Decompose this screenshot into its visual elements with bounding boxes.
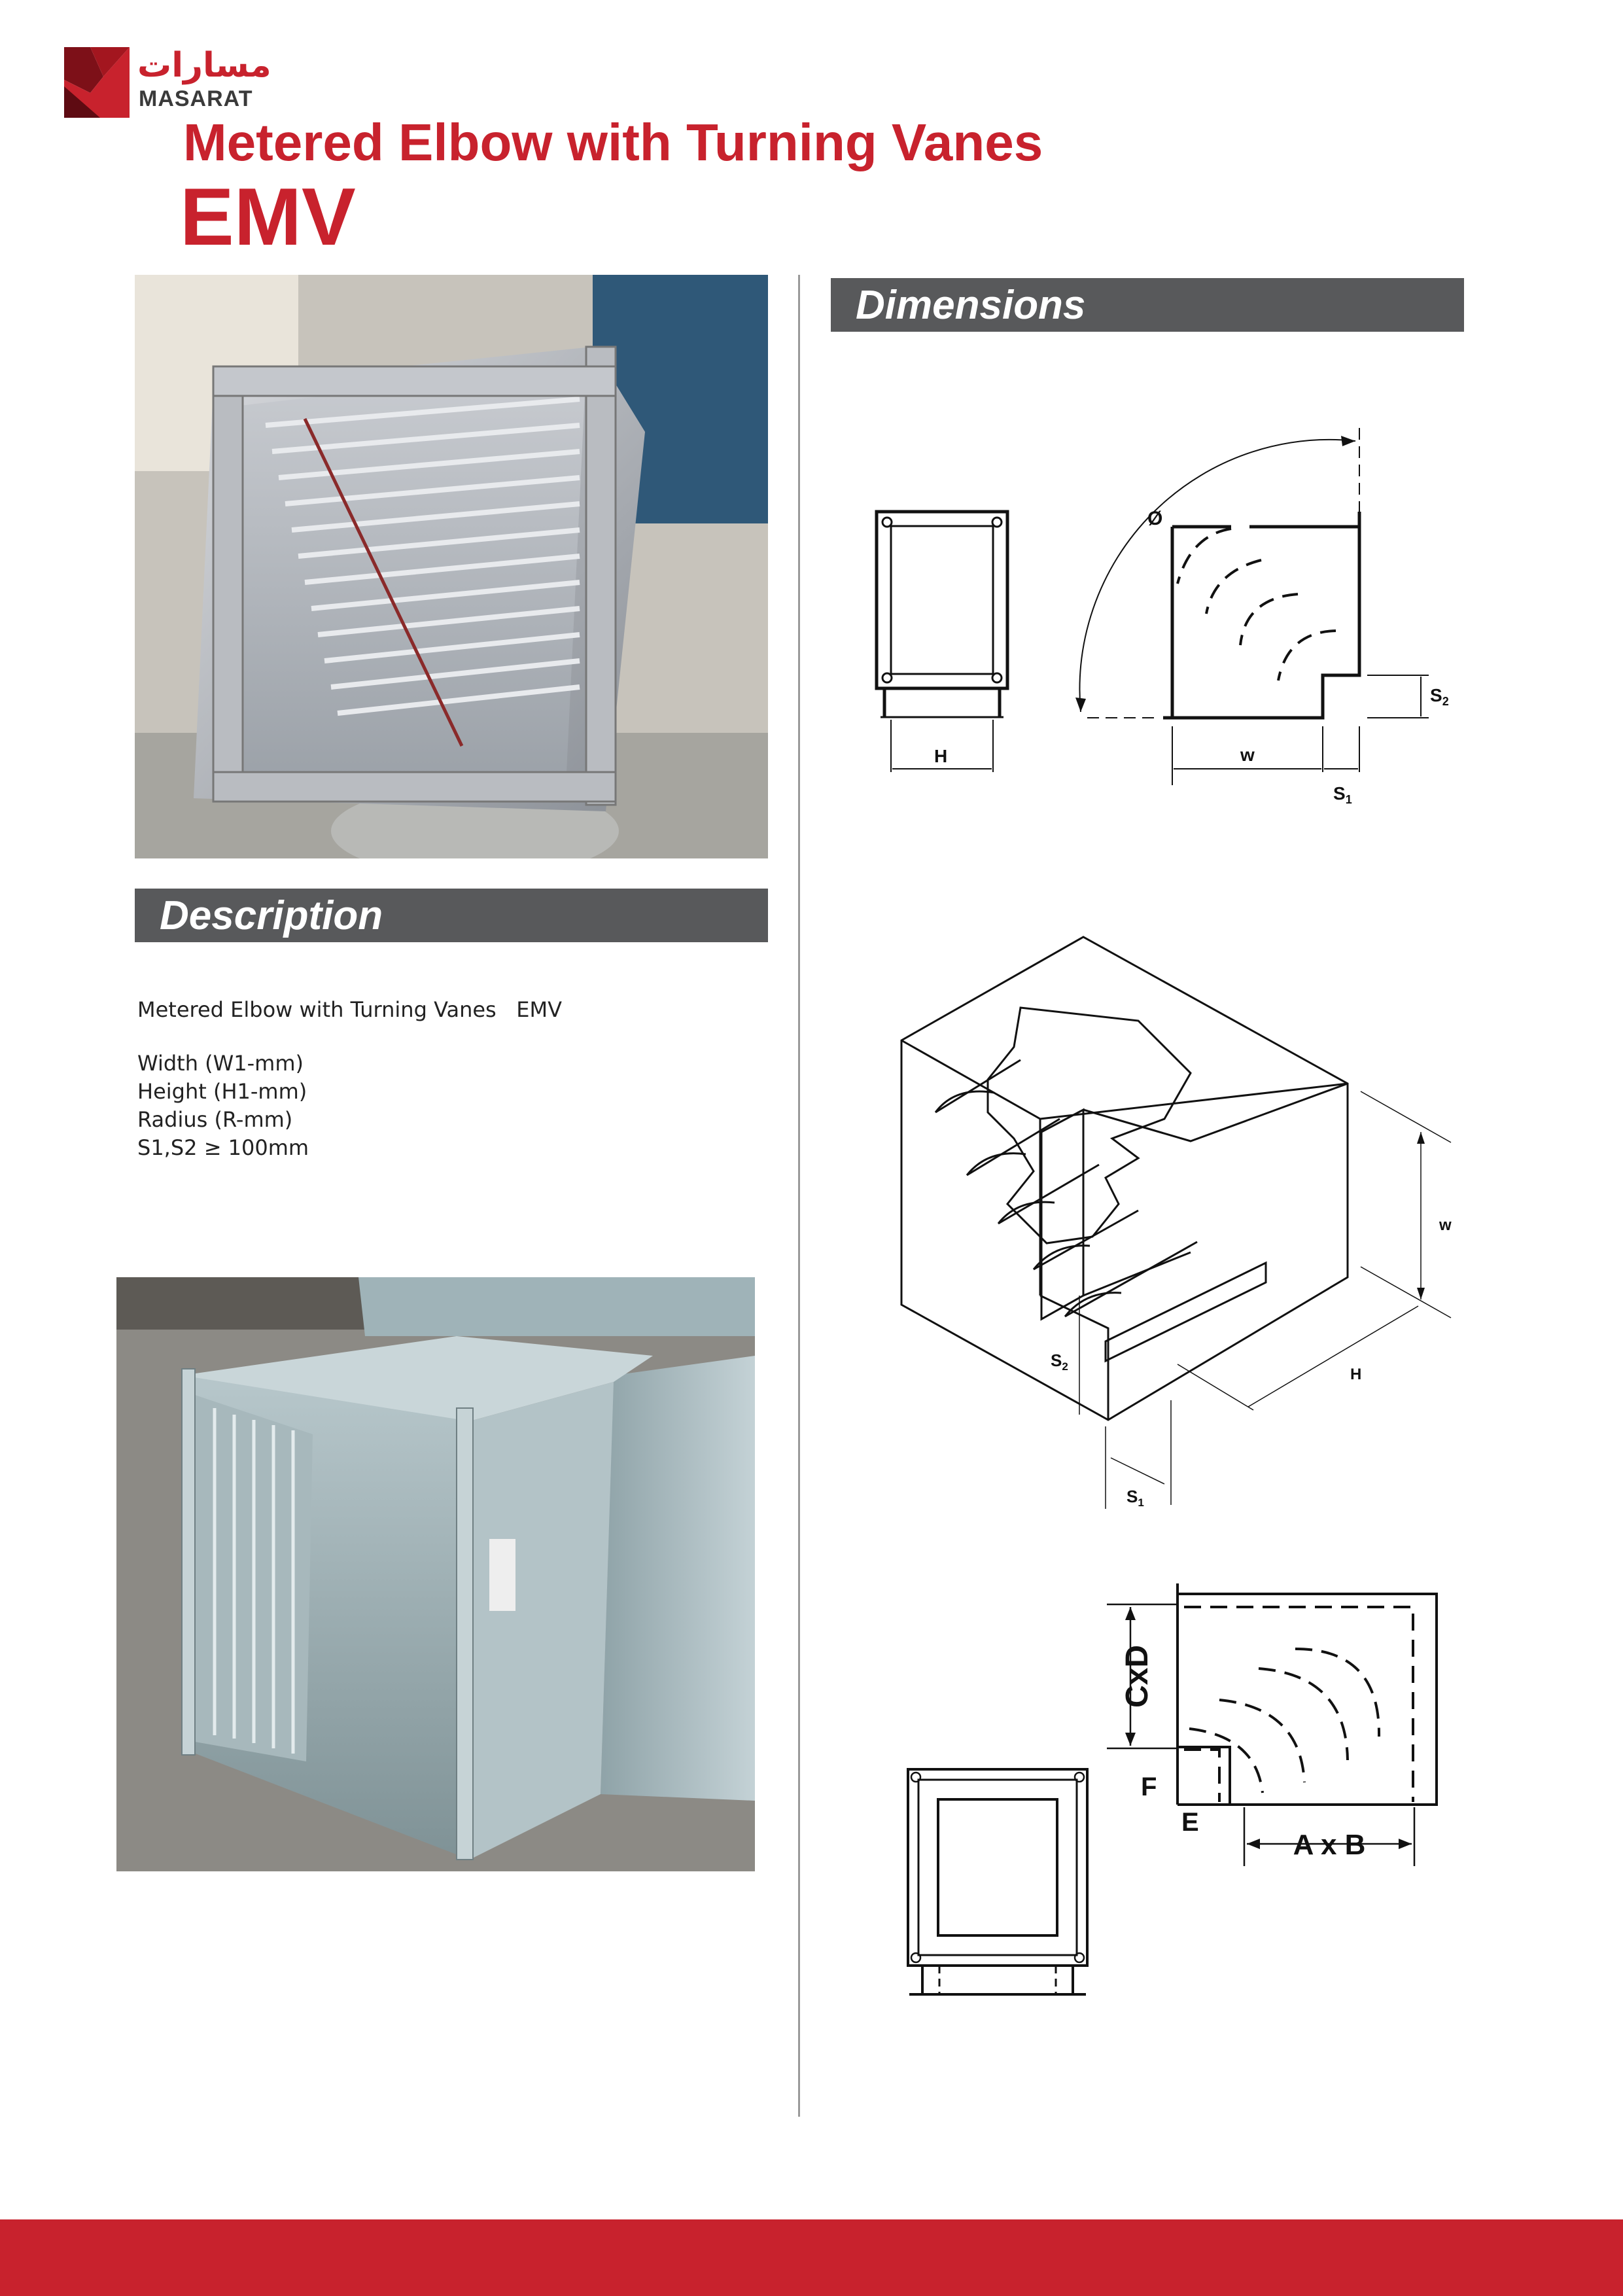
description-header: Description (135, 889, 768, 942)
brand-latin: MASARAT (139, 86, 253, 111)
iso-h-label: H (1350, 1366, 1362, 1383)
dimensions-header: Dimensions (831, 278, 1464, 332)
spec-height: Height (H1-mm) (137, 1079, 307, 1104)
elbow-photo-top (135, 275, 768, 858)
fig3-e-label: E (1181, 1808, 1199, 1837)
product-code: EMV (180, 172, 356, 262)
spec-s1-s2: S1,S2 ≥ 100mm (137, 1135, 309, 1160)
spec-width: Width (W1-mm) (137, 1051, 304, 1076)
dim-s1-label: $S_1$ (1333, 783, 1352, 806)
dim-h-label: H (934, 746, 948, 766)
footer-bar (0, 2219, 1623, 2296)
elbow-isometric-drawing (890, 929, 1478, 1518)
elbow-flange-drawing (890, 1570, 1478, 2015)
page-title: Metered Elbow with Turning Vanes (183, 113, 1043, 171)
iso-s2-label: $S_2$ (1051, 1351, 1068, 1373)
masarat-logo-icon (64, 47, 130, 118)
column-divider (798, 275, 800, 2117)
elbow-photo-bottom (116, 1277, 755, 1871)
fig3-cxd-label: CxD (1120, 1644, 1155, 1708)
brand-arabic: مسارات (137, 46, 271, 85)
dim-s2-label: $S_2$ (1430, 685, 1449, 708)
dim-w-label: w (1240, 745, 1255, 765)
description-line: Metered Elbow with Turning Vanes EMV (137, 997, 562, 1022)
elbow-plan-drawing (850, 419, 1465, 824)
spec-radius: Radius (R-mm) (137, 1107, 293, 1132)
dim-angle-label: Ø (1147, 508, 1163, 529)
iso-w-label: w (1439, 1216, 1452, 1234)
fig3-f-label: F (1141, 1773, 1157, 1801)
iso-s1-label: $S_1$ (1126, 1487, 1144, 1509)
fig3-axb-label: A x B (1293, 1829, 1366, 1861)
